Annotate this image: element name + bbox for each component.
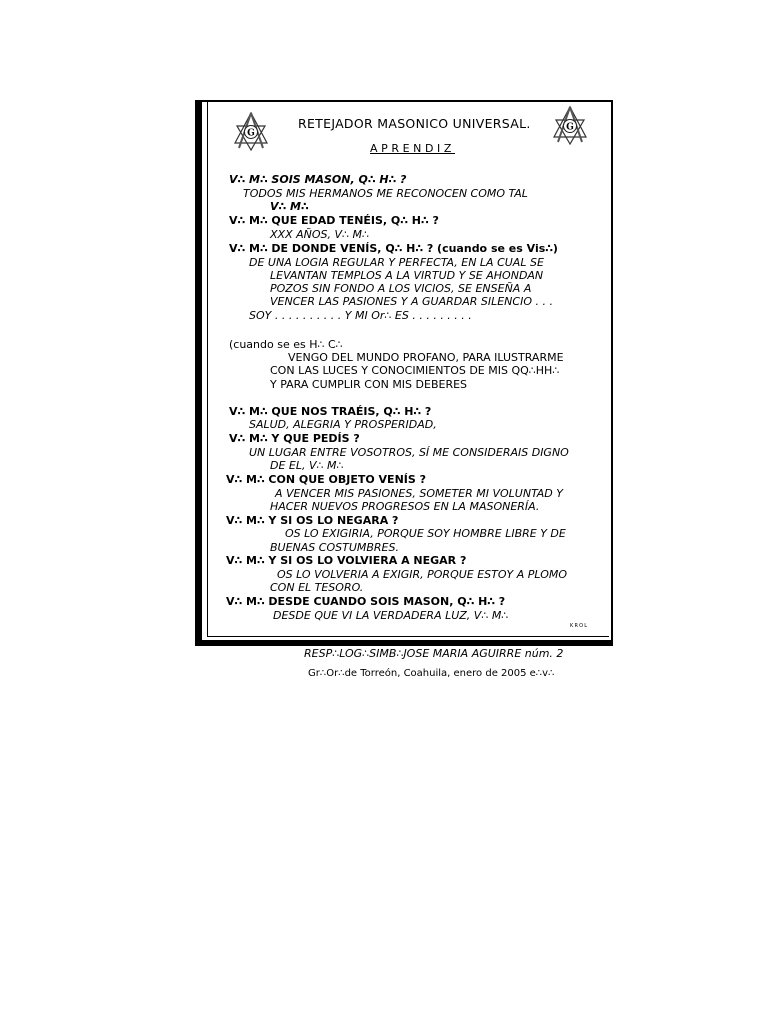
square-compass-g-icon bbox=[231, 110, 271, 152]
question-line: V∴ M∴ DE DONDE VENÍS, Q∴ H∴ ? (cuando se es Vis∴) bbox=[229, 242, 558, 255]
answer-line: XXX AÑOS, V∴ M∴ bbox=[270, 228, 369, 241]
answer-line: OS LO VOLVERIA A EXIGIR, PORQUE ESTOY A PLOMO bbox=[277, 568, 568, 581]
answer-line: TODOS MIS HERMANOS ME RECONOCEN COMO TAL bbox=[243, 187, 528, 200]
answer-line: SALUD, ALEGRIA Y PROSPERIDAD, bbox=[249, 418, 437, 431]
answer-line: LEVANTAN TEMPLOS A LA VIRTUD Y SE AHONDAN bbox=[270, 269, 544, 282]
answer-line: DE EL, V∴ M∴ bbox=[270, 459, 344, 472]
answer-line: HACER NUEVOS PROGRESOS EN LA MASONERÍA. bbox=[270, 500, 540, 513]
document-title: RETEJADOR MASONICO UNIVERSAL. bbox=[298, 116, 531, 131]
question-line: V∴ M∴ Y QUE PEDÍS ? bbox=[229, 432, 360, 445]
question-line: V∴ M∴ Y SI OS LO VOLVIERA A NEGAR ? bbox=[226, 554, 467, 567]
answer-line: UN LUGAR ENTRE VOSOTROS, SÍ ME CONSIDERAIS DIGNO bbox=[249, 446, 569, 459]
answer-line: VENCER LAS PASIONES Y A GUARDAR SILENCIO . . . bbox=[270, 295, 553, 308]
document-subtitle: APRENDIZ bbox=[370, 142, 456, 155]
footer-place-date: Gr∴Or∴de Torreón, Coahuila, enero de 2005 e∴v∴ bbox=[308, 668, 555, 679]
note-line: (cuando se es H∴ C∴ bbox=[229, 338, 343, 351]
question-line: V∴ M∴ CON QUE OBJETO VENÍS ? bbox=[226, 473, 426, 486]
svg-text:G: G bbox=[247, 128, 255, 139]
svg-text:G: G bbox=[566, 122, 574, 133]
question-line: V∴ M∴ QUE EDAD TENÉIS, Q∴ H∴ ? bbox=[229, 214, 439, 227]
answer-line: V∴ M∴ bbox=[270, 200, 309, 213]
answer-line: VENGO DEL MUNDO PROFANO, PARA ILUSTRARME bbox=[288, 351, 564, 364]
answer-line: BUENAS COSTUMBRES. bbox=[270, 541, 399, 554]
answer-line: CON LAS LUCES Y CONOCIMIENTOS DE MIS QQ∴HH∴ bbox=[270, 364, 560, 377]
answer-line: SOY . . . . . . . . . . Y MI Or∴ ES . . . . . . . . . bbox=[249, 309, 472, 322]
answer-line: POZOS SIN FONDO A LOS VICIOS, SE ENSEÑA A bbox=[270, 282, 532, 295]
answer-line: CON EL TESORO. bbox=[270, 581, 364, 594]
answer-line: DE UNA LOGIA REGULAR Y PERFECTA, EN LA CUAL SE bbox=[249, 256, 544, 269]
answer-line: DESDE QUE VI LA VERDADERA LUZ, V∴ M∴ bbox=[273, 609, 509, 622]
question-line: V∴ M∴ DESDE CUANDO SOIS MASON, Q∴ H∴ ? bbox=[226, 595, 506, 608]
question-line: V∴ M∴ Y SI OS LO NEGARA ? bbox=[226, 514, 399, 527]
answer-line: Y PARA CUMPLIR CON MIS DEBERES bbox=[270, 378, 468, 391]
answer-line: OS LO EXIGIRIA, PORQUE SOY HOMBRE LIBRE Y DE bbox=[285, 527, 566, 540]
answer-line: A VENCER MIS PASIONES, SOMETER MI VOLUNTAD Y bbox=[275, 487, 563, 500]
question-line: V∴ M∴ QUE NOS TRAÉIS, Q∴ H∴ ? bbox=[229, 405, 432, 418]
footer-lodge: RESP∴LOG∴SIMB∴JOSE MARIA AGUIRRE núm. 2 bbox=[304, 647, 564, 660]
question-line: V∴ M∴ SOIS MASON, Q∴ H∴ ? bbox=[229, 173, 407, 186]
square-compass-g-icon bbox=[550, 104, 590, 146]
signature: KROL bbox=[570, 623, 589, 629]
